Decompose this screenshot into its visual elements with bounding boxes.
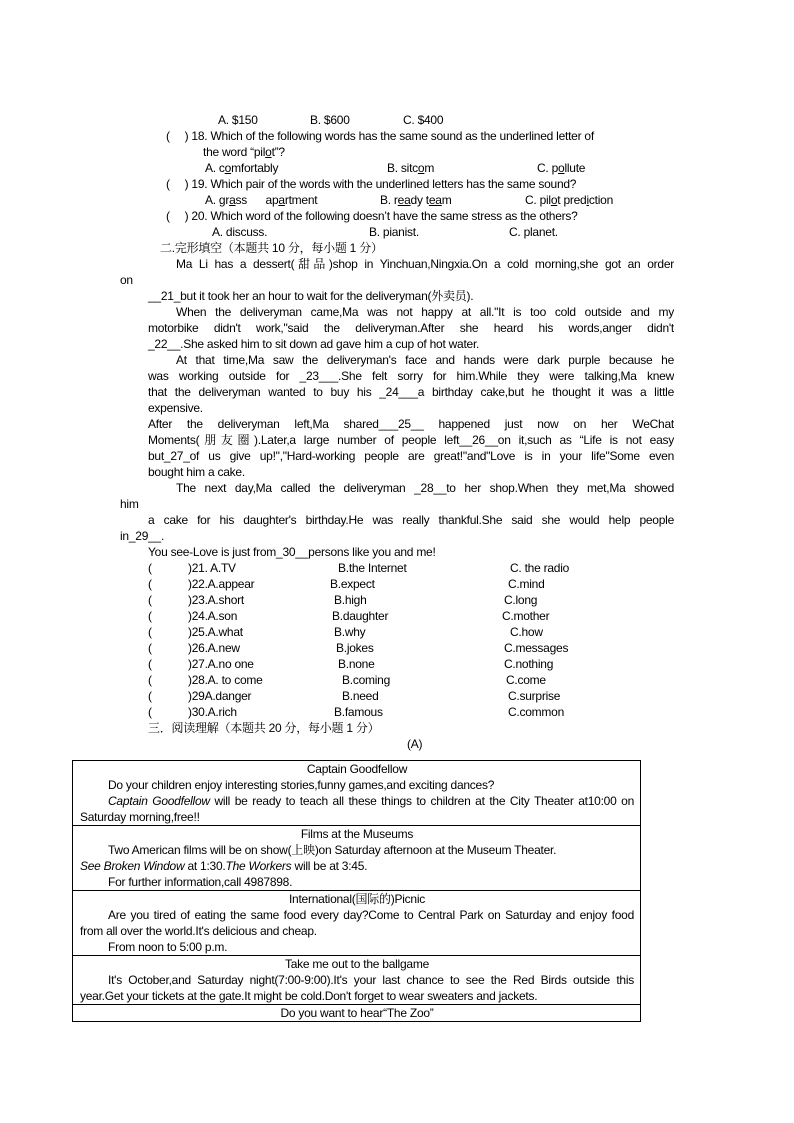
- ad-text: For further information,call 4987898.: [108, 875, 293, 889]
- option-b: B.expect: [330, 577, 375, 591]
- ad-title: Films at the Museums: [300, 827, 414, 841]
- q20-options: [212, 224, 692, 240]
- option-c: C.common: [508, 705, 565, 719]
- passage-line: Moments(朋友圈).Later,a large number of people left__26__on it,such as “Life is not easy: [148, 433, 674, 447]
- ad-text: From noon to 5:00 p.m.: [108, 940, 228, 954]
- option-c: C.surprise: [508, 689, 561, 703]
- passage-line: in_29__.: [120, 529, 165, 543]
- passage-line: a cake for his daughter's birthday.He was really thankful.She said she would help people: [148, 513, 674, 527]
- q18-options: [205, 160, 685, 176]
- part-label: (A): [407, 737, 423, 751]
- option-c: C.come: [506, 673, 546, 687]
- option-c: C. pollute: [537, 161, 586, 175]
- passage-line: on: [120, 273, 133, 287]
- passage-line: that the deliveryman wanted to buy his _24___a birthday cake,but he thought it was a little: [148, 385, 674, 399]
- ad-text: Two American films will be on show(上映)on Saturday afternoon at the Museum Theater.: [108, 843, 557, 857]
- ad-films: [73, 826, 641, 891]
- option-c: C. $400: [403, 113, 444, 127]
- option-c: C.nothing: [504, 657, 554, 671]
- ad-title: Captain Goodfellow: [306, 762, 408, 776]
- section-heading-cloze: 二.完形填空（本题共 10 分，每小题 1 分）: [160, 241, 383, 255]
- option-c: C. pilot prediction: [525, 193, 613, 207]
- option-b: B.why: [334, 625, 366, 639]
- answer-blank[interactable]: (: [148, 657, 152, 671]
- passage-line: __21_but it took her an hour to wait for the deliveryman(外卖员).: [148, 289, 474, 303]
- option-c: C.mind: [508, 577, 545, 591]
- ad-title: International(国际的)Picnic: [288, 892, 426, 906]
- passage-line: was working outside for _23___.She felt sorry for him.While they were talking,Ma knew: [148, 369, 674, 383]
- option-a: )24.A.son: [188, 609, 238, 623]
- option-b: B.high: [334, 593, 367, 607]
- option-a: )30.A.rich: [188, 705, 237, 719]
- answer-blank[interactable]: (: [148, 625, 152, 639]
- option-b: B. ready team: [380, 193, 452, 207]
- option-c: C.mother: [502, 609, 550, 623]
- option-a: A. discuss.: [212, 225, 268, 239]
- answer-blank[interactable]: ( ): [166, 209, 189, 223]
- ad-text: It's October,and Saturday night(7:00-9:00).It's your last chance to see the Red Birds outside this year.Get your tickets at the gate.It might be cold.Don't forget to wear sweaters and jackets.: [80, 973, 634, 1003]
- q18-stem: ( ) 18. Which of the following words has the same sound as the underlined letter of: [166, 129, 594, 143]
- passage-line: motorbike didn't work,"said the deliveryman.After she heard his words,anger didn't: [148, 321, 674, 335]
- option-b: B.daughter: [332, 609, 389, 623]
- option-a: )21. A.TV: [188, 561, 236, 575]
- option-a: )23.A.short: [188, 593, 244, 607]
- answer-blank[interactable]: ( ): [166, 129, 189, 143]
- option-b: B. pianist.: [369, 225, 419, 239]
- option-c: C. the radio: [510, 561, 570, 575]
- passage-line: him: [120, 497, 139, 511]
- option-a: A. grass apartment: [205, 193, 318, 207]
- passage-line: The next day,Ma called the deliveryman _28__to her shop.When they met,Ma showed: [176, 481, 674, 495]
- option-a: A. comfortably: [205, 161, 279, 175]
- ad-text: See Broken Window at 1:30.The Workers will be at 3:45.: [80, 859, 368, 873]
- option-c: C.long: [504, 593, 538, 607]
- option-a: A. $150: [218, 113, 258, 127]
- passage-line: _22__.She asked him to sit down ad gave him a cup of hot water.: [148, 337, 480, 351]
- passage-line: You see-Love is just from_30__persons like you and me!: [148, 545, 436, 559]
- option-a: )25.A.what: [188, 625, 243, 639]
- ad-the-zoo: [73, 1005, 641, 1022]
- ad-title: Do you want to hear“The Zoo”: [280, 1006, 434, 1020]
- answer-blank[interactable]: (: [148, 577, 152, 591]
- answer-blank[interactable]: (: [148, 673, 152, 687]
- q19-options: [205, 192, 685, 208]
- option-c: C.how: [510, 625, 543, 639]
- ads-table: [72, 760, 641, 1022]
- option-b: B.famous: [334, 705, 383, 719]
- option-b: B.need: [342, 689, 379, 703]
- passage-line: bought him a cake.: [148, 465, 245, 479]
- answer-blank[interactable]: (: [148, 641, 152, 655]
- option-b: B.coming: [342, 673, 391, 687]
- ad-text: Captain Goodfellow will be ready to teach all these things to children at the City Theater at10:00 on Saturday morning,free!!: [80, 794, 635, 824]
- option-c: C. planet.: [509, 225, 558, 239]
- answer-blank[interactable]: (: [148, 593, 152, 607]
- option-a: )22.A.appear: [188, 577, 255, 591]
- ad-captain-goodfellow: [73, 761, 641, 826]
- answer-blank[interactable]: ( ): [166, 177, 189, 191]
- answer-blank[interactable]: (: [148, 689, 152, 703]
- passage-line: expensive.: [148, 401, 203, 415]
- passage-line: but_27_of us give up!","Hard-working people are great!"and"Love is in your life"Some even: [148, 449, 674, 463]
- option-a: )27.A.no one: [188, 657, 254, 671]
- option-a: )29A.danger: [188, 689, 252, 703]
- q19-stem: ( ) 19. Which pair of the words with the underlined letters has the same sound?: [166, 177, 577, 191]
- passage-line: After the deliveryman left,Ma shared___25__ happened just now on her WeChat: [148, 417, 674, 431]
- q18-stem-2: the word “pilot”?: [203, 145, 285, 159]
- ad-title: Take me out to the ballgame: [284, 957, 429, 971]
- ad-ballgame: [73, 956, 641, 1005]
- option-a: )28.A. to come: [188, 673, 263, 687]
- passage-line: At that time,Ma saw the deliveryman's face and hands were dark purple because he: [176, 353, 674, 367]
- passage-line: Ma Li has a dessert(甜品)shop in Yinchuan,Ningxia.On a cold morning,she got an order: [176, 257, 674, 271]
- answer-blank[interactable]: (: [148, 561, 152, 575]
- option-c: C.messages: [504, 641, 569, 655]
- option-a: )26.A.new: [188, 641, 240, 655]
- answer-blank[interactable]: (: [148, 609, 152, 623]
- q20-stem: ( ) 20. Which word of the following doesn’t have the same stress as the others?: [166, 209, 578, 223]
- passage-line: When the deliveryman came,Ma was not happy at all."It is too cold outside and my: [176, 305, 674, 319]
- option-b: B.the Internet: [338, 561, 407, 575]
- ad-text: Are you tired of eating the same food every day?Come to Central Park on Saturday and enjoy food from all over the world.It's delicious and cheap.: [80, 908, 634, 938]
- answer-blank[interactable]: (: [148, 705, 152, 719]
- option-b: B. $600: [310, 113, 350, 127]
- option-b: B. sitcom: [387, 161, 435, 175]
- ad-picnic: [73, 891, 641, 956]
- option-b: B.none: [338, 657, 375, 671]
- section-heading-reading: 三．阅读理解（本题共 20 分，每小题 1 分）: [148, 721, 380, 735]
- option-b: B.jokes: [336, 641, 374, 655]
- ad-text: Do your children enjoy interesting stories,funny games,and exciting dances?: [108, 778, 495, 792]
